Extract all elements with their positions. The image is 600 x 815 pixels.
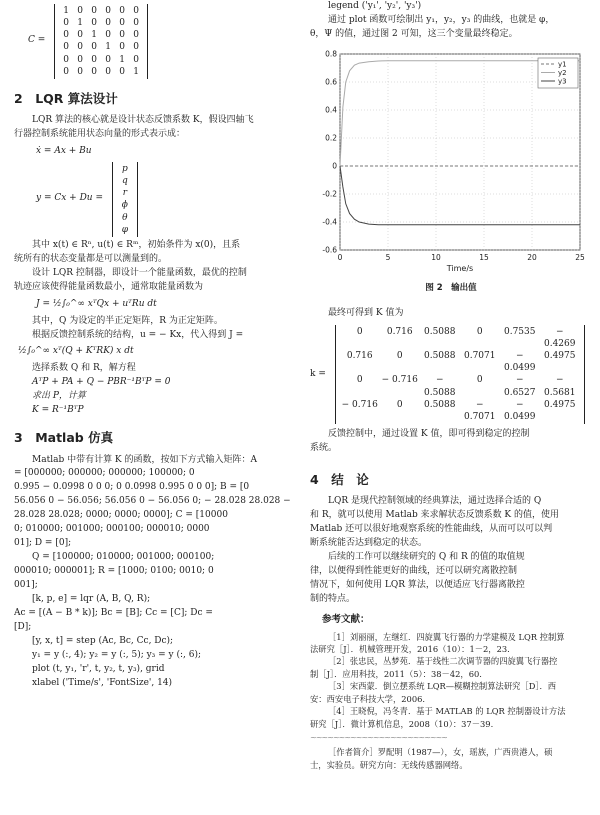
matrix-cell: 0 [133, 18, 140, 29]
text-line: 研究［J］．微计算机信息，2008（10）：37－39. [310, 718, 494, 729]
text-line: 和 R，就可以使用 Matlab 来求解状态反馈系数 K 的值，使用 [310, 510, 560, 521]
text-line: 求出 P，计算 [32, 391, 86, 402]
text-line: LQR 是现代控制领域的经典算法，通过选择合适的 Q [328, 496, 542, 507]
text-line: [y, x, t] = step (Ac, Bc, Cc, Dc); [32, 635, 174, 646]
text-line: 0; 010000; 001000; 000100; 000010; 0000 [14, 524, 210, 535]
text-line: LQR 算法的核心就是设计状态反馈系数 K，假设四轴飞 [32, 115, 254, 126]
references-title: 参考文献： [322, 613, 370, 625]
matrix-cell: 0.5088 [423, 326, 456, 337]
text-line: ［1］刘丽丽，左继红．四旋翼飞行器的力学建模及 LQR 控制算 [328, 631, 565, 642]
matrix-cell: − 0.6527 [503, 375, 536, 398]
text-line: 反馈控制中，通过设置 K 值，即可得到稳定的控制 [328, 429, 530, 440]
matrix-cell: 0 [63, 30, 70, 41]
matrix-cell: p [121, 164, 128, 175]
legend-label: y2 [558, 68, 567, 77]
matrix-cell: 0 [63, 42, 70, 53]
section2-para3 [14, 315, 296, 343]
matrix-cell: 1 [91, 30, 98, 41]
y-tick-label: 0 [332, 161, 337, 171]
x-tick-label: 15 [479, 252, 489, 262]
text-line: 统所有的状态变量都是可以测量到的。 [14, 253, 168, 264]
x-axis-label: Time/s [446, 263, 474, 273]
matrix-cell: q [121, 176, 128, 187]
output-chart [310, 42, 592, 280]
y-tick-label: 0.4 [325, 105, 337, 115]
matrix-cell: − 0.716 [381, 375, 418, 386]
text-line: 法研究［J］．机械管理开发，2016（10）：1－2，23. [310, 643, 510, 654]
matrix-cell: 0 [119, 66, 126, 77]
author-bio [310, 746, 592, 771]
output-equation [14, 162, 296, 237]
matrix-cell: − 0.7071 [463, 399, 496, 422]
matrix-cell: 0 [63, 54, 70, 65]
text-line: xlabel ('Time/s', 'FontSize', 14) [32, 677, 173, 688]
matrix-cell: 0 [105, 6, 112, 16]
text-line: 选择系数 Q 和 R，解方程 [32, 363, 136, 374]
matrix-c [54, 4, 148, 79]
matrix-cell: 0 [105, 66, 112, 77]
matrix-cell: 1 [133, 66, 140, 77]
text-line: 28.028 28.028; 0000; 0000; 0000]; C = [10000 [14, 510, 228, 521]
references-list [310, 631, 592, 731]
matrix-cell: θ [122, 212, 128, 223]
text-line: θ，Ψ 的值，通过图 2 可知，这三个变量最终稳定。 [310, 28, 518, 39]
text-line: K = R⁻¹BᵀP [32, 405, 84, 416]
text-line: 其中，Q 为设定的半正定矩阵，R 为正定矩阵。 [32, 315, 223, 326]
text-line: = [000000; 000000; 000000; 100000; 0 [14, 468, 195, 479]
text-line: 情况下，如何使用 LQR 算法，以便适应飞行器离散控 [310, 579, 525, 590]
text-line: 0.995 − 0.0998 0 0 0; 0 0.0998 0.995 0 0 0]; B = [0 [14, 482, 250, 493]
conclusion-text [310, 495, 592, 607]
legend-label: y1 [558, 60, 567, 69]
text-line: ［作者简介］罗配明（1987—），女，瑶族，广西贵港人，硕 [328, 747, 553, 758]
matrix-cell: 1 [77, 18, 84, 29]
matrix-cell: − 0.5681 [543, 375, 576, 398]
matrix-cell: 0 [91, 42, 98, 53]
matrix-cell: 0 [91, 18, 98, 29]
matrix-cell: 0.5088 [423, 399, 456, 410]
text-line: 后续的工作可以继续研究的 Q 和 R 的值的取值规 [328, 552, 525, 563]
section2-title: 2 LQR 算法设计 [14, 90, 118, 106]
text-line: AᵀP + PA + Q − PBR⁻¹BᵀP = 0 [32, 377, 171, 388]
text-line: 系统。 [310, 442, 338, 453]
text-line: Ac = [(A − B * k)]; Bc = [B]; Cc = [C]; Dc = [14, 607, 213, 618]
matrix-cell: 0 [133, 42, 140, 53]
energy-function-2: ½∫₀^∞ xᵀ(Q + KᵀRK) x dt [18, 346, 134, 357]
output-equation-label: y = Cx + Du = [36, 193, 103, 204]
text-line: [k, p, e] = lqr (A, B, Q, R); [32, 593, 151, 604]
matrix-cell: 0.716 [386, 326, 413, 337]
matrix-cell: 0 [91, 54, 98, 65]
matrix-cell: 0 [133, 54, 140, 65]
text-line: 制［J］．应用科技，2011（5）：38－42，60. [310, 668, 482, 679]
matrix-cell: 0 [105, 54, 112, 65]
text-line: 001]; [14, 579, 38, 590]
text-line: plot (t, y₁, 'r', t, y₂, t, y₃), grid [32, 663, 165, 674]
text-line: 律，以便得到性能更好的曲线，还可以研究离散控制 [310, 565, 518, 576]
matrix-c-block [14, 4, 296, 79]
text-line: ［3］宋西蒙．倒立摆系统 LQR—模糊控制算法研究［D］．西 [328, 681, 557, 692]
y-tick-label: 0.6 [325, 77, 337, 87]
matrix-c-label: C = [28, 35, 46, 46]
matrix-cell: 0 [91, 66, 98, 77]
x-tick-label: 10 [431, 252, 441, 262]
text-line: Q = [100000; 010000; 001000; 000100; [32, 552, 215, 563]
matrix-cell: r [122, 188, 128, 199]
matrix-cell: 0 [119, 30, 126, 41]
output-chart-svg [310, 42, 592, 280]
matrix-cell: 0 [63, 18, 70, 29]
right-column [310, 0, 592, 771]
matrix-cell: 0 [133, 30, 140, 41]
state-equation: ẋ = Ax + Bu [36, 146, 92, 157]
figure-caption: 图 2 输出值 [425, 282, 477, 293]
matrix-cell: 0 [63, 66, 70, 77]
matrix-cell: 1 [119, 54, 126, 65]
matrix-cell: 0 [119, 18, 126, 29]
text-line: 断系统能否达到稳定的状态。 [310, 538, 428, 549]
y-tick-label: 0.2 [325, 133, 337, 143]
text-line: 56.056 0 − 56.056; 56.056 0 − 56.056 0; − 28.028 28.028 − [14, 496, 291, 507]
matrix-cell: − 0.716 [341, 399, 378, 410]
text-line: 01]; D = [0]; [14, 538, 72, 549]
matrix-cell: 0 [119, 42, 126, 53]
output-vector [112, 162, 138, 237]
y-tick-label: -0.2 [322, 189, 337, 199]
matrix-cell: ϕ [121, 200, 128, 211]
text-line: 行器控制系统能用状态向量的形式表示成： [14, 129, 186, 140]
matrix-cell: − 0.0499 [503, 399, 536, 422]
y-tick-label: -0.4 [322, 217, 337, 227]
text-line: [D]; [14, 621, 32, 632]
section4-title: 4 结 论 [310, 471, 369, 487]
text-line: Matlab 中带有计算 K 的函数，按如下方式输入矩阵：A [32, 454, 258, 465]
text-line: ［2］张忠民，丛梦苑．基于线性二次调节器的四旋翼飞行器控 [328, 656, 558, 667]
x-tick-label: 0 [337, 252, 343, 262]
y-tick-label: -0.6 [322, 245, 337, 255]
matrix-cell: 1 [63, 6, 70, 16]
k-matrix [335, 325, 585, 424]
matrix-cell: 0 [105, 18, 112, 29]
text-line: ［4］王晓倪，冯冬青．基于 MATLAB 的 LQR 控制器设计方法 [328, 706, 566, 717]
legend-label: y3 [558, 77, 567, 86]
matrix-cell: 0 [476, 375, 483, 386]
k-matrix-block [310, 325, 592, 424]
k-matrix-label: k = [310, 368, 326, 379]
left-column [14, 0, 296, 690]
matrix-cell: 0 [356, 326, 363, 337]
matrix-cell: 0 [105, 30, 112, 41]
text-line: 通过 plot 函数可绘制出 y₁，y₂，y₃ 的曲线，也就是 φ， [328, 14, 555, 25]
text-line: legend ('y₁', 'y₂', 'y₃') [328, 1, 422, 11]
right-top-text [310, 0, 592, 42]
text-line: Matlab 还可以很好地观察系统的性能曲线，从而可以可以判 [310, 524, 553, 535]
text-line: 其中 x(t) ∈ Rⁿ, u(t) ∈ Rᵐ，初始条件为 x(0)，且系 [32, 239, 241, 250]
matrix-cell: 0 [396, 351, 403, 362]
matrix-cell: 0 [119, 6, 126, 16]
text-line: 轨迹应该使得能量函数最小，通常取能量函数为 [14, 281, 204, 292]
text-line: 000010; 000001]; R = [1000; 0100; 0010; 0 [14, 566, 214, 576]
matrix-cell: 0 [77, 42, 84, 53]
x-tick-label: 20 [527, 252, 537, 262]
matrix-cell: 0.7071 [463, 351, 496, 362]
matrix-cell: 0.7535 [503, 326, 536, 337]
text-line: y₁ = y (:, 4); y₂ = y (:, 5); y₃ = y (:, 6); [32, 649, 202, 660]
matrix-cell: − 0.5088 [423, 375, 456, 398]
energy-function: J = ½∫₀^∞ xᵀQx + uᵀRu dt [36, 298, 157, 309]
matrix-cell: 0.5088 [423, 351, 456, 362]
matrix-cell: 0 [356, 375, 363, 386]
x-tick-label: 5 [385, 252, 391, 262]
section2-para1 [14, 114, 296, 142]
matrix-cell: 0 [77, 54, 84, 65]
matrix-cell: 0 [77, 66, 84, 77]
text-line: 根据反馈控制系统的结构，u = − Kx，代入得到 J = [32, 329, 244, 340]
matrix-cell: − 0.0499 [503, 351, 536, 374]
section3-body [14, 454, 296, 691]
x-tick-label: 25 [575, 252, 585, 262]
matrix-cell: 0.4975 [543, 399, 576, 410]
text-line: 安：西安电子科技大学，2006. [310, 693, 426, 704]
section3-title: 3 Matlab 仿真 [14, 430, 114, 446]
matrix-cell: 0.4975 [543, 351, 576, 362]
text-line: 制的特点。 [310, 593, 356, 604]
matrix-cell: 0 [133, 6, 140, 16]
k-intro: 最终可得到 K 值为 [328, 307, 404, 318]
matrix-cell: φ [121, 224, 129, 235]
section2-para2 [14, 239, 296, 295]
matrix-cell: 1 [105, 42, 112, 53]
matrix-cell: 0 [476, 326, 483, 337]
feedback-text [310, 428, 592, 456]
matrix-cell: 0 [77, 6, 84, 16]
text-line: 士，实验员。研究方向：无线传感器网络。 [310, 759, 468, 770]
matrix-cell: 0 [396, 399, 403, 410]
divider-wave: ~~~~~~~~~~~~~~~~~~~~~~~~ [310, 733, 447, 743]
section2-para4 [14, 362, 296, 418]
text-line: 设计 LQR 控制器，即设计一个能量函数，最优的控制 [32, 267, 247, 278]
matrix-cell: 0 [77, 30, 84, 41]
matrix-cell: − 0.4269 [543, 326, 576, 350]
y-tick-label: 0.8 [325, 49, 337, 59]
matrix-cell: 0.716 [346, 351, 373, 362]
matrix-cell: 0 [91, 6, 98, 16]
